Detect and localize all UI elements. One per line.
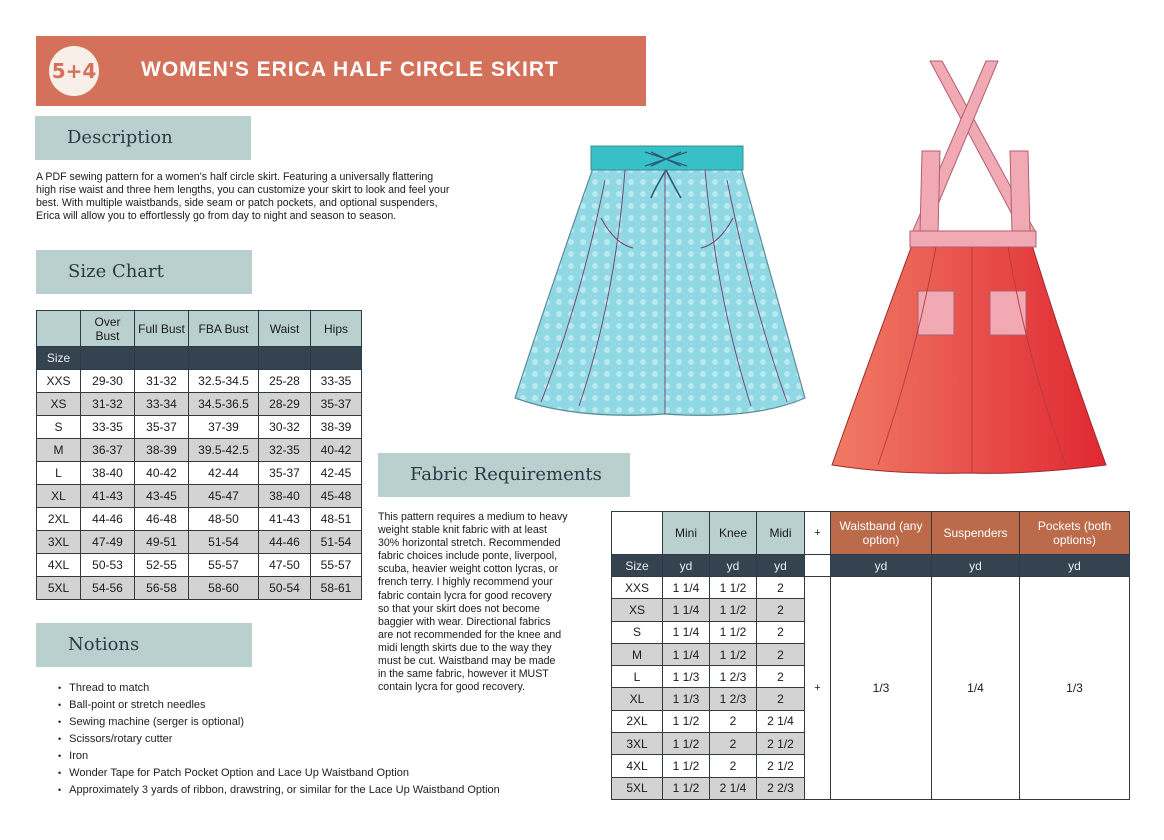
measurement-cell: 41-43 (259, 508, 311, 531)
table-row (37, 416, 362, 439)
yardage-cell: 1 1/4 (663, 577, 710, 599)
measurement-cell: 31-32 (81, 393, 135, 416)
table-row (37, 577, 362, 600)
measurement-cell: 37-39 (189, 416, 259, 439)
fabric-line: midi length skirts due to the way they (378, 641, 552, 654)
measurement-cell: 25-28 (259, 370, 311, 393)
yardage-cell: 2 1/2 (757, 755, 805, 777)
corner-cell (37, 311, 81, 347)
notions-list (56, 680, 500, 799)
measurement-cell: 30-32 (259, 416, 311, 439)
measurement-cell: 33-35 (311, 370, 362, 393)
measurement-cell: 40-42 (311, 439, 362, 462)
measurement-cell: 36-37 (81, 439, 135, 462)
list-item: • Wonder Tape for Patch Pocket Option and Lace Up Waistband Option (72, 765, 500, 782)
size-cell: XXS (37, 370, 81, 393)
col-midi: Midi (757, 512, 805, 555)
yardage-cell: 1 1/2 (710, 577, 757, 599)
measurement-cell: 38-39 (311, 416, 362, 439)
unit-cell: yd (663, 555, 710, 577)
measurement-cell: 56-58 (135, 577, 189, 600)
yardage-cell: 2 2/3 (757, 777, 805, 799)
size-chart-heading: Size Chart (36, 250, 252, 294)
measurement-cell: 54-56 (81, 577, 135, 600)
size-cell: XL (612, 688, 663, 710)
measurement-cell: 47-49 (81, 531, 135, 554)
fabric-line: fabric contain lycra for good recovery (378, 589, 552, 602)
table-row (37, 531, 362, 554)
list-item: • Ball-point or stretch needles (72, 697, 500, 714)
measurement-cell: 28-29 (259, 393, 311, 416)
size-cell: 5XL (612, 777, 663, 799)
fabric-line: scuba, heavier weight cotton lycras, or (378, 563, 559, 576)
fabric-line: in the same fabric, however it MUST (378, 668, 549, 681)
size-cell: 2XL (37, 508, 81, 531)
measurement-cell: 46-48 (135, 508, 189, 531)
table-row (37, 462, 362, 485)
col-full-bust: Full Bust (135, 311, 189, 347)
yardage-cell: 2 (757, 599, 805, 621)
fabric-line: french terry. I highly recommend your (378, 576, 553, 589)
measurement-cell: 33-34 (135, 393, 189, 416)
unit-cell: yd (710, 555, 757, 577)
yardage-cell: 1 2/3 (710, 666, 757, 688)
plus-sign: + (805, 512, 831, 555)
table-row (37, 508, 362, 531)
yardage-cell: 2 (757, 643, 805, 665)
yardage-cell: 1 1/3 (663, 688, 710, 710)
size-cell: L (612, 666, 663, 688)
size-cell: M (37, 439, 81, 462)
fabric-line: baggier with wear. Directional fabrics (378, 615, 551, 628)
yardage-cell: 1 1/4 (663, 599, 710, 621)
col-fba-bust: FBA Bust (189, 311, 259, 347)
measurement-cell: 29-30 (81, 370, 135, 393)
col-waist: Waist (259, 311, 311, 347)
measurement-cell: 48-51 (311, 508, 362, 531)
yardage-cell: 1 1/4 (663, 621, 710, 643)
col-hips: Hips (311, 311, 362, 347)
size-chart-table (36, 310, 362, 600)
col-mini: Mini (663, 512, 710, 555)
unit-cell: yd (932, 555, 1020, 577)
unit-cell: yd (1020, 555, 1130, 577)
description-heading: Description (35, 116, 251, 160)
yardage-cell: 1 1/3 (663, 666, 710, 688)
table-row (37, 370, 362, 393)
measurement-cell: 50-53 (81, 554, 135, 577)
description-line: A PDF sewing pattern for a women's half circle skirt. Featuring a universally flattering (36, 171, 434, 183)
size-cell: 2XL (612, 710, 663, 732)
fabric-line: This pattern requires a medium to heavy (378, 511, 568, 523)
col-pockets: Pockets (both options) (1020, 512, 1130, 555)
size-cell: XS (612, 599, 663, 621)
corner-cell (612, 512, 663, 555)
size-cell: XXS (612, 577, 663, 599)
fabric-table (611, 511, 1130, 800)
fabric-line: are not recommended for the knee and (378, 628, 562, 641)
list-item: • Iron (72, 748, 500, 765)
measurement-cell: 52-55 (135, 554, 189, 577)
measurement-cell: 42-44 (189, 462, 259, 485)
fabric-line: so that your skirt does not become (378, 602, 540, 615)
table-row (37, 554, 362, 577)
yardage-cell: 1 1/2 (663, 710, 710, 732)
notions-heading: Notions (36, 623, 252, 667)
fabric-text (378, 511, 598, 694)
size-cell: 4XL (612, 755, 663, 777)
measurement-cell: 45-48 (311, 485, 362, 508)
size-cell: XL (37, 485, 81, 508)
unit-cell: yd (757, 555, 805, 577)
measurement-cell: 38-39 (135, 439, 189, 462)
table-row (37, 439, 362, 462)
plus-sign: + (805, 577, 831, 800)
fabric-heading: Fabric Requirements (378, 453, 630, 497)
description-text (36, 171, 516, 223)
measurement-cell: 48-50 (189, 508, 259, 531)
description-line: Erica will allow you to effortlessly go from day to night and season to season. (36, 210, 397, 223)
size-cell: S (37, 416, 81, 439)
size-cell: S (612, 621, 663, 643)
yardage-cell: 2 (757, 577, 805, 599)
yardage-cell: 2 1/4 (757, 710, 805, 732)
fabric-line: fabric choices include ponte, liverpool, (378, 550, 558, 563)
yardage-cell: 1 1/2 (710, 599, 757, 621)
measurement-cell: 34.5-36.5 (189, 393, 259, 416)
measurement-cell: 51-54 (311, 531, 362, 554)
size-cell: 4XL (37, 554, 81, 577)
blue-skirt-illustration (505, 140, 815, 430)
red-skirt-illustration (826, 55, 1112, 475)
yardage-cell: 1 1/2 (710, 643, 757, 665)
measurement-cell: 58-61 (311, 577, 362, 600)
list-item: • Scissors/rotary cutter (72, 731, 500, 748)
measurement-cell: 38-40 (259, 485, 311, 508)
yardage-cell: 1 1/2 (663, 755, 710, 777)
measurement-cell: 42-45 (311, 462, 362, 485)
measurement-cell: 33-35 (81, 416, 135, 439)
size-cell: 5XL (37, 577, 81, 600)
measurement-cell: 45-47 (189, 485, 259, 508)
measurement-cell: 47-50 (259, 554, 311, 577)
page-title: WOMEN'S ERICA HALF CIRCLE SKIRT (141, 58, 559, 81)
fabric-line: must be cut. Waistband may be made (378, 655, 556, 668)
table-row (612, 577, 1130, 599)
size-cell: M (612, 643, 663, 665)
measurement-cell: 38-40 (81, 462, 135, 485)
fabric-line: weight stable knit fabric with at least (378, 524, 547, 537)
fabric-line: contain lycra for good recovery. (378, 681, 526, 694)
yardage-cell: 1 1/4 (663, 643, 710, 665)
extra-yardage-cell: 1/3 (1020, 577, 1130, 800)
col-suspenders: Suspenders (932, 512, 1020, 555)
unit-cell: yd (831, 555, 932, 577)
measurement-cell: 32-35 (259, 439, 311, 462)
size-cell: 3XL (612, 733, 663, 755)
yardage-cell: 2 (757, 621, 805, 643)
yardage-cell: 2 (710, 755, 757, 777)
list-item: • Approximately 3 yards of ribbon, drawstring, or similar for the Lace Up Waistband Option (72, 782, 500, 799)
measurement-cell: 35-37 (259, 462, 311, 485)
measurement-cell: 41-43 (81, 485, 135, 508)
measurement-cell: 35-37 (311, 393, 362, 416)
brand-logo: 5+4 (49, 46, 99, 96)
measurement-cell: 43-45 (135, 485, 189, 508)
measurement-cell: 32.5-34.5 (189, 370, 259, 393)
size-cell: 3XL (37, 531, 81, 554)
yardage-cell: 2 1/4 (710, 777, 757, 799)
measurement-cell: 35-37 (135, 416, 189, 439)
fabric-line: 30% horizontal stretch. Recommended (378, 537, 561, 550)
measurement-cell: 55-57 (189, 554, 259, 577)
col-waistband: Waistband (any option) (831, 512, 932, 555)
yardage-cell: 2 (757, 688, 805, 710)
measurement-cell: 49-51 (135, 531, 189, 554)
list-item: • Thread to match (72, 680, 500, 697)
yardage-cell: 2 (757, 666, 805, 688)
yardage-cell: 1 1/2 (710, 621, 757, 643)
size-label: Size (612, 555, 663, 577)
size-cell: L (37, 462, 81, 485)
extra-yardage-cell: 1/4 (932, 577, 1020, 800)
yardage-cell: 2 (710, 733, 757, 755)
yardage-cell: 1 2/3 (710, 688, 757, 710)
yardage-cell: 1 1/2 (663, 733, 710, 755)
measurement-cell: 50-54 (259, 577, 311, 600)
table-row (37, 393, 362, 416)
yardage-cell: 2 (710, 710, 757, 732)
col-knee: Knee (710, 512, 757, 555)
measurement-cell: 39.5-42.5 (189, 439, 259, 462)
measurement-cell: 51-54 (189, 531, 259, 554)
measurement-cell: 44-46 (81, 508, 135, 531)
measurement-cell: 40-42 (135, 462, 189, 485)
description-line: high rise waist and three hem lengths, you can customize your skirt to look and feel your (36, 184, 450, 197)
list-item: • Sewing machine (serger is optional) (72, 714, 500, 731)
measurement-cell: 58-60 (189, 577, 259, 600)
measurement-cell: 44-46 (259, 531, 311, 554)
size-cell: XS (37, 393, 81, 416)
col-over-bust: Over Bust (81, 311, 135, 347)
yardage-cell: 2 1/2 (757, 733, 805, 755)
yardage-cell: 1 1/2 (663, 777, 710, 799)
size-label: Size (37, 347, 81, 370)
extra-yardage-cell: 1/3 (831, 577, 932, 800)
description-line: best. With multiple waistbands, side seam or patch pockets, and optional suspenders, (36, 197, 438, 210)
table-row (37, 485, 362, 508)
measurement-cell: 31-32 (135, 370, 189, 393)
measurement-cell: 55-57 (311, 554, 362, 577)
